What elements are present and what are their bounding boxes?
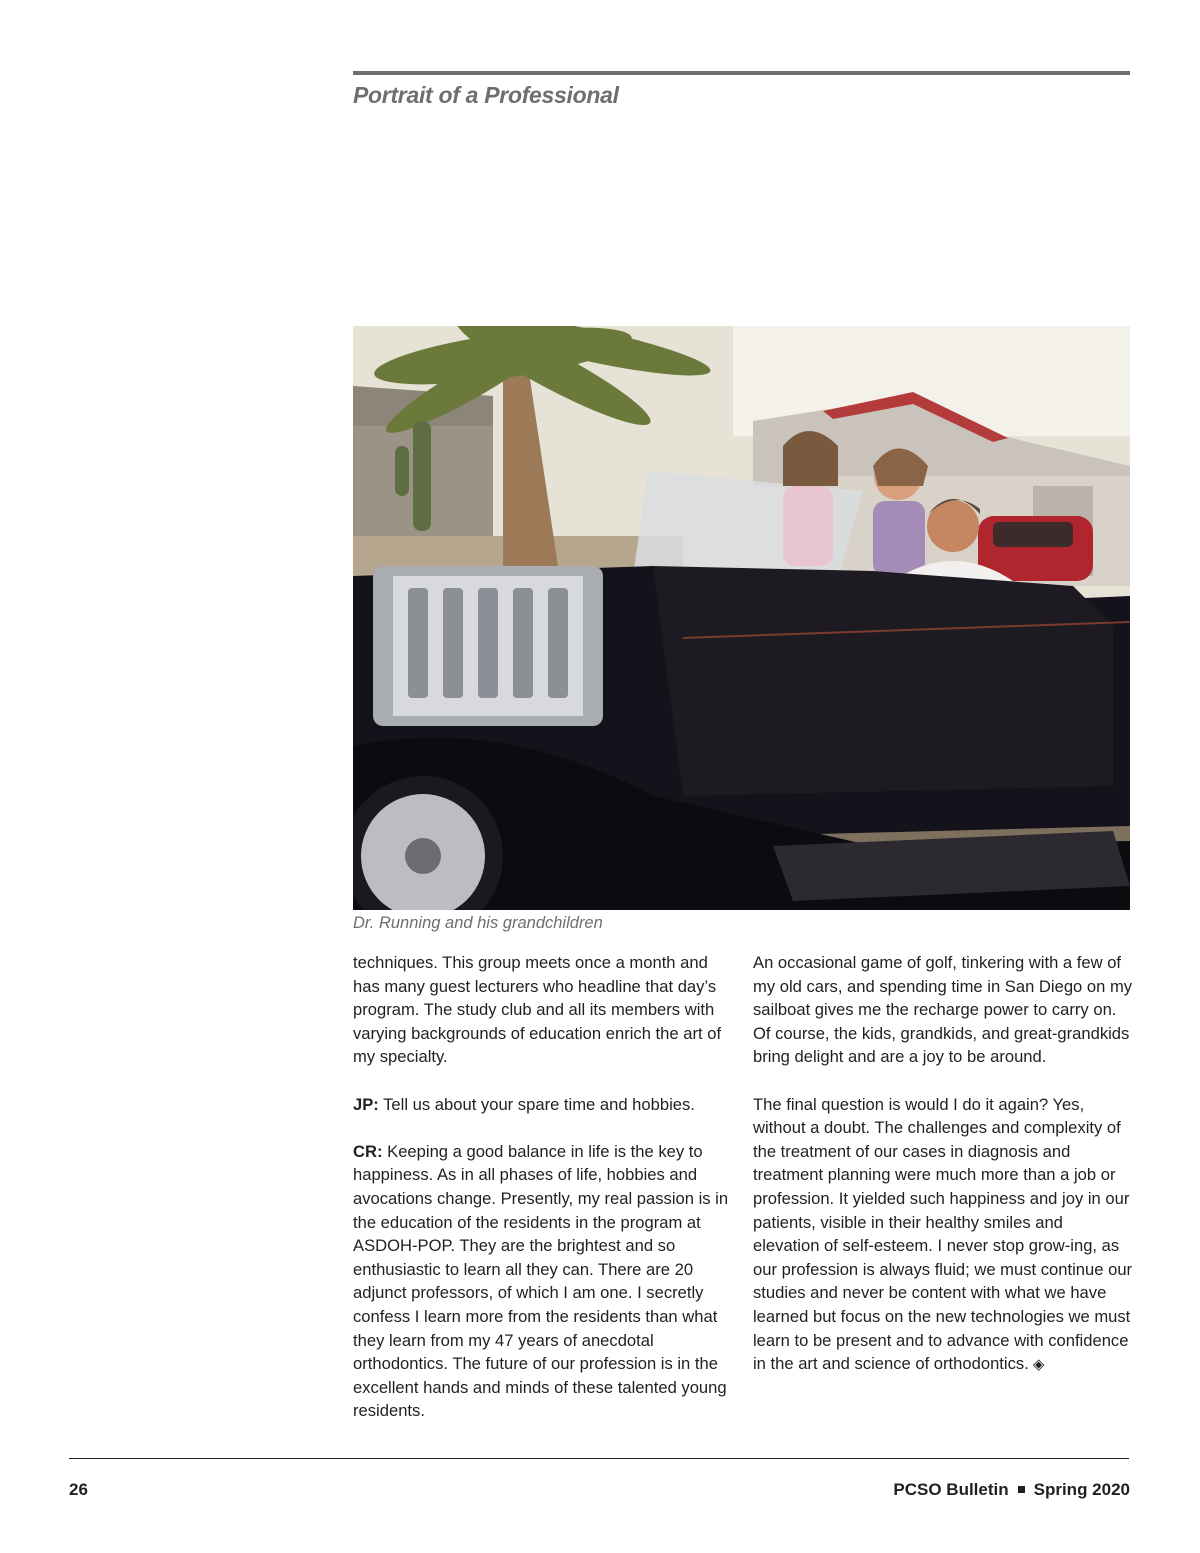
interview-answer [353,1140,731,1423]
square-bullet-icon [1018,1486,1025,1493]
paragraph-final [753,1093,1133,1377]
speaker-label: CR: [353,1141,383,1161]
footer-rule [69,1458,1129,1459]
end-mark-icon: ◈ [1032,1356,1045,1374]
speaker-label: JP: [353,1094,379,1114]
article-column-right [753,951,1133,1377]
photo-caption: Dr. Running and his grandchildren [353,914,603,932]
question-text: Tell us about your spare time and hobbies. [383,1094,695,1114]
paragraph: techniques. This group meets once a month and has many guest lecturers who headline that day’s program. The study club and all its members with varying backgrounds of education enrich the art of my specialty. [353,953,722,1067]
footer-publication-info [893,1480,1130,1500]
issue-date: Spring 2020 [1033,1480,1130,1499]
article-photo [353,326,1130,910]
page-number: 26 [69,1480,88,1499]
interview-question [353,1093,731,1117]
publication-name: PCSO Bulletin [893,1480,1009,1499]
answer-text: Keeping a good balance in life is the key to happiness. As in all phases of life, hobbies and avocations change. Presently, my real passion is in the education of the residents in the program at ASDOH-POP. They are the brightest and so enthusiastic to learn all they can. There are 20 adjunct professors, of which I am one. I secretly confess I learn more from the residents than what they learn from my 47 years of anecdotal orthodontics. The future of our profession is in the excellent hands and minds of these talented young residents. [353,1141,729,1421]
paragraph-text: The final question is would I do it again? Yes, without a doubt. The challenges and complexity of the treatment of our cases in diagnosis and treatment planning were much more than a job or profession. It yielded such happiness and joy in our patients, visible in their healthy smiles and elevation of self-esteem. I never stop grow-ing, as our profession is always fluid; we must continue our studies and never be content with what we have learned but focus on the new technologies we must learn to be present and to advance with confidence in the art and science of orthodontics. [753,1094,1133,1374]
section-title: Portrait of a Professional [353,82,619,108]
article-column-left [353,951,731,1423]
paragraph: An occasional game of golf, tinkering with a few of my old cars, and spending time in San Diego on my sailboat gives me the recharge power to carry on. Of course, the kids, grandkids, and great-grandkids bring delight and are a joy to be around. [753,953,1133,1067]
top-rule [353,71,1130,75]
